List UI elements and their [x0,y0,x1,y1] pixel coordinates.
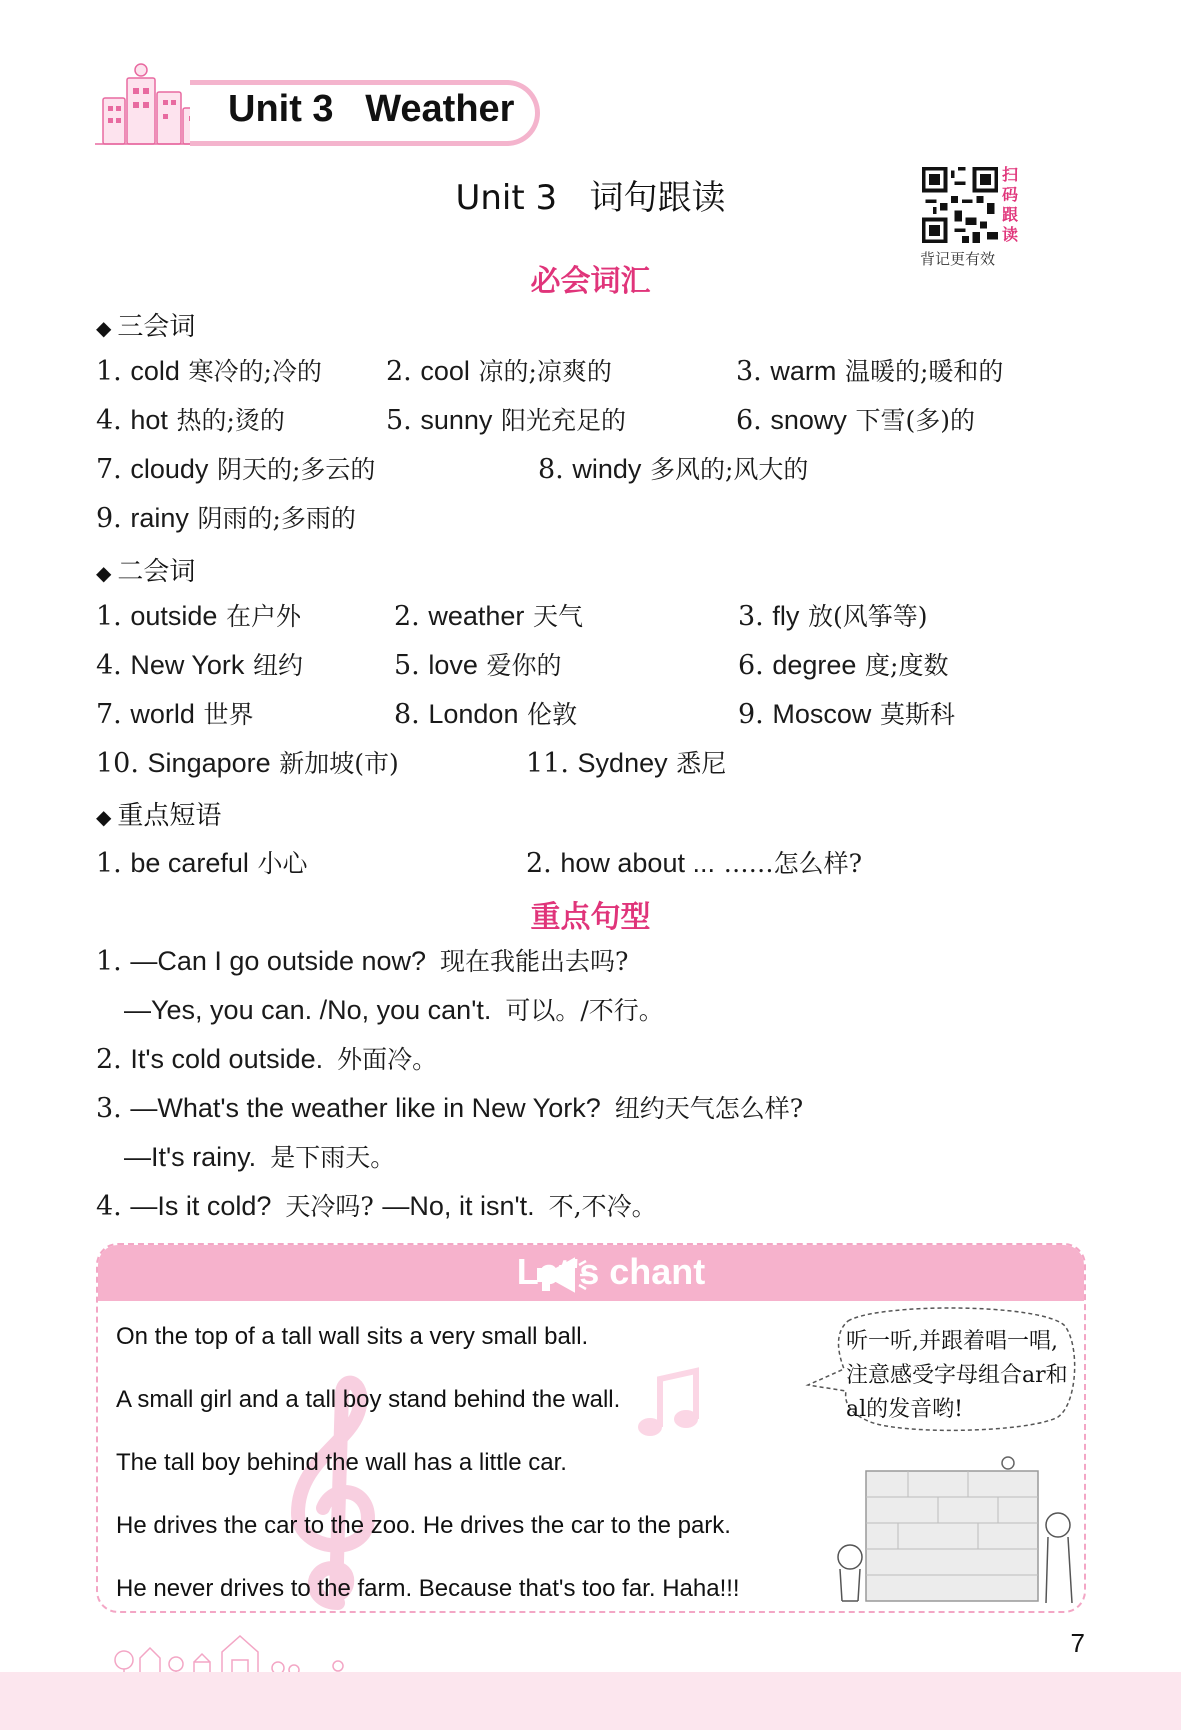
sentence-line: 2. It's cold outside. 外面冷。 [96,1044,438,1075]
unit-title: Unit 3 Weather [228,88,515,130]
vocab-item: 8. windy 多风的;风大的 [538,454,809,485]
vocab-row [96,646,1141,686]
vocab-item: 8. London 伦敦 [394,699,578,730]
music-note-icon [628,1365,708,1445]
vocab-item: 4. hot 热的;烫的 [96,405,285,436]
page-number: 7 [1070,1628,1085,1658]
vocab-item: 9. Moscow 莫斯科 [738,699,955,730]
vocab-row [96,744,1141,784]
sentences-section-title: 重点句型 [530,900,651,935]
sentence-line: 3. —What's the weather like in New York? 纽约天气怎么样? [96,1093,804,1124]
chant-line: He drives the car to the zoo. He drives the car to the park. [116,1512,731,1539]
qr-caption: 背记更有效 [920,250,996,268]
chant-line: He never drives to the farm. Because that's too far. Haha!!! [116,1575,740,1602]
vocab-item: 11. Sydney 悉尼 [526,748,727,779]
sentence-line: 1. —Can I go outside now? 现在我能出去吗? [96,946,629,977]
vocab-item: 5. sunny 阳光充足的 [386,405,627,436]
phrases-heading: ◆ 重点短语 [96,801,222,831]
chant-line: The tall boy behind the wall has a little car. [116,1449,567,1476]
chant-line: A small girl and a tall boy stand behind the wall. [116,1386,621,1413]
diamond-bullet-icon: ◆ [96,805,112,829]
qr-side-label: 扫码跟读 [1002,165,1019,244]
vocab-item: 1. cold 寒冷的;冷的 [96,356,322,387]
vocab-item: 2. weather 天气 [394,601,584,632]
vocab-item: 9. rainy 阴雨的;多雨的 [96,503,356,534]
chant-line: On the top of a tall wall sits a very small ball. [116,1323,589,1350]
vocab-item: 2. cool 凉的;凉爽的 [386,356,612,387]
vocab-item: 4. New York 纽约 [96,650,304,681]
sentence-line: —Yes, you can. /No, you can't. 可以。/不行。 [124,995,664,1025]
vocab-section-title: 必会词汇 [530,264,651,299]
vocab-item: 6. degree 度;度数 [738,650,949,681]
chant-tip-text: 听一听,并跟着唱一唱,注意感受字母组合ar和al的发音哟! [846,1329,1068,1422]
vocab-item: 7. cloudy 阴天的;多云的 [96,454,376,485]
phrase-item: 1. be careful 小心 [96,848,308,879]
erhui-heading: ◆ 二会词 [96,557,196,587]
vocab-item: 10. Singapore 新加坡(市) [96,748,399,779]
vocab-row [96,352,1141,392]
vocab-item: 3. fly 放(风筝等) [738,601,928,632]
vocab-item: 7. world 世界 [96,699,254,730]
vocab-item: 1. outside 在户外 [96,601,302,632]
vocab-row [96,844,1141,884]
sanhui-heading: ◆ 三会词 [96,312,196,342]
sentence-line: 4. —Is it cold? 天冷吗? —No, it isn't. 不,不冷。 [96,1191,657,1222]
qr-code-icon[interactable] [922,167,998,243]
chant-title: Let's chant [516,1251,706,1292]
vocab-item: 6. snowy 下雪(多)的 [736,405,975,436]
vocab-item: 5. love 爱你的 [394,650,562,681]
vocab-row [96,597,1141,637]
diamond-bullet-icon: ◆ [96,561,112,585]
vocab-row [96,499,1141,539]
chant-box [96,1243,1086,1613]
phrase-item: 2. how about ... ……怎么样? [526,848,862,879]
vocab-row [96,401,1141,441]
wall-illustration-icon [828,1453,1078,1613]
diamond-bullet-icon: ◆ [96,316,112,340]
footer-strip [0,1672,1181,1730]
page-heading: Unit 3 词句跟读 [455,178,726,218]
vocab-row [96,450,1141,490]
vocab-item: 3. warm 温暖的;暖和的 [736,356,1004,387]
vocab-row [96,695,1141,735]
sentence-line: —It's rainy. 是下雨天。 [124,1142,396,1172]
